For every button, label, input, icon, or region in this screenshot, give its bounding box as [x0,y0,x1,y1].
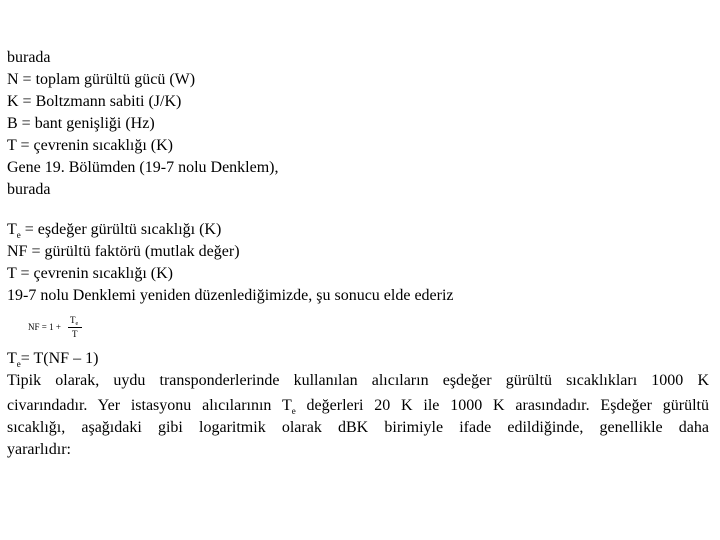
text-line-boltzmann: K = Boltzmann sabiti (J/K) [7,93,182,110]
equation-numerator [70,315,78,325]
text-line-noise-power: N = toplam gürültü gücü (W) [7,71,196,88]
te-variable: T [7,221,17,238]
equation-lhs: NF = 1 + [28,322,61,332]
equation-num-var: T [70,315,76,325]
te-subscript: e [16,230,21,240]
text-line-ambient-temp: T = çevrenin sıcaklığı (K) [7,265,174,282]
text-line-chapter-ref: Gene 19. Bölümden (19-7 nolu Denklem), [7,159,279,176]
result-expression: = T(NF – 1) [20,350,99,367]
text-line-burada-2: burada [7,181,51,198]
text-line-rearranged: 19-7 nolu Denklemi yeniden düzenlediğimizde, şu sonucu elde ederiz [7,287,454,304]
fraction-bar [68,327,82,328]
text-line-bandwidth: B = bant genişliği (Hz) [7,115,155,132]
paragraph-line-4: yararlıdır: [7,441,71,458]
paragraph-line-3: sıcaklığı, aşağıdaki gibi logaritmik olarak dBK birimiyle ifade edildiğinde, genellikle daha [7,419,709,436]
result-variable: T [7,350,17,367]
paragraph-line-1: Tipik olarak, uydu transponderlerinde kullanılan alıcıların eşdeğer gürültü sıcaklıkları 1000 K [7,372,709,389]
equation-te-result [7,348,98,371]
text-line-temperature: T = çevrenin sıcaklığı (K) [7,137,174,154]
text-line-burada-1: burada [7,49,51,66]
paragraph-line-2-start: civarındadır. Yer istasyonu alıcılarının T [7,397,292,414]
paragraph-te-subscript: e [291,406,296,416]
result-subscript: e [16,359,21,369]
equation-nf [28,314,88,344]
equation-denominator: T [72,329,78,339]
paragraph-line-2-end: değerleri 20 K ile 1000 K arasındadır. Eşdeğer gürültü [295,397,709,414]
equation-num-sub: e [75,321,79,327]
text-line-noise-factor: NF = gürültü faktörü (mutlak değer) [7,243,240,260]
te-definition: = eşdeğer gürültü sıcaklığı (K) [20,221,222,238]
text-line-equivalent-temp [7,219,221,242]
paragraph-line-2 [7,395,709,418]
